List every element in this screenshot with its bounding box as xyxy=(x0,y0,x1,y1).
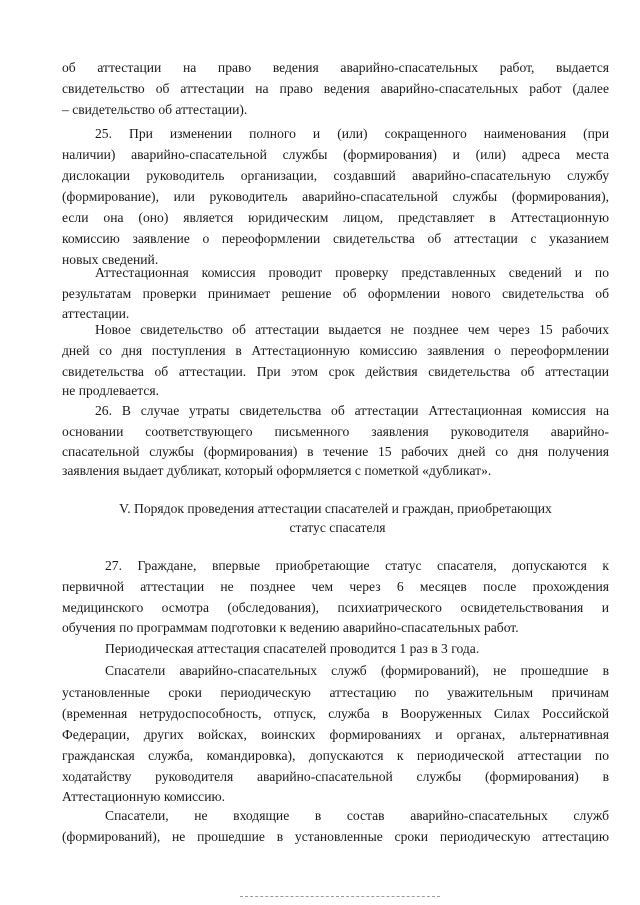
paragraph-line: обучения по программам подготовки к ведению аварийно-спасательных работ. xyxy=(62,620,519,635)
paragraph-line: 27. Граждане, впервые приобретающие статус спасателя, допускаются к xyxy=(105,558,609,573)
paragraph-line: 25. При изменении полного и (или) сокращенного наименования (при xyxy=(95,126,609,141)
paragraph-line: заявления выдает дубликат, который оформляется с пометкой «дубликат». xyxy=(62,463,492,478)
paragraph-line: если она (оно) является юридическим лицом, представляет в Аттестационную xyxy=(62,210,609,225)
paragraph-line: Спасатели, не входящие в состав аварийно-спасательных служб xyxy=(105,808,609,823)
paragraph-line: 26. В случае утраты свидетельства об аттестации Аттестационная комиссия на xyxy=(95,403,609,418)
paragraph-line: (формирование), или руководитель аварийно-спасательной службы (формирования), xyxy=(62,189,609,204)
paragraph-line: Новое свидетельство об аттестации выдается не позднее чем через 15 рабочих xyxy=(95,322,609,337)
paragraph-line: свидетельство об аттестации на право ведения аварийно-спасательных работ (далее xyxy=(62,81,609,96)
paragraph-line: аттестации. xyxy=(62,306,130,321)
paragraph-line: Спасатели аварийно-спасательных служб (формирований), не прошедшие в xyxy=(105,663,609,678)
paragraph-line: спасательной службы (формирования) в течение 15 рабочих дней со дня получения xyxy=(62,444,609,459)
paragraph-line: Периодическая аттестация спасателей проводится 1 раз в 3 года. xyxy=(105,641,480,656)
paragraph-line: Федерации, других войсках, воинских формированиях и органах, альтернативная xyxy=(62,727,609,742)
paragraph-line: об аттестации на право ведения аварийно-спасательных работ, выдается xyxy=(62,60,609,75)
scan-edge-divider xyxy=(240,896,440,898)
section-heading-line: статус спасателя xyxy=(289,520,386,535)
paragraph-line: – свидетельство об аттестации). xyxy=(62,102,248,117)
paragraph-line: основании соответствующего письменного заявления руководителя аварийно- xyxy=(62,424,609,439)
paragraph-line: свидетельства об аттестации. При этом срок действия свидетельства об аттестации xyxy=(62,364,609,379)
paragraph-line: новых сведений. xyxy=(62,252,159,267)
paragraph-line: установленные сроки периодическую аттестацию по уважительным причинам xyxy=(62,685,609,700)
paragraph-line: результатам проверки принимает решение об оформлении нового свидетельства об xyxy=(62,286,609,301)
paragraph-line: комиссию заявление о переоформлении свидетельства об аттестации с указанием xyxy=(62,231,609,246)
paragraph-line: гражданская служба, командировка), допускаются к периодической аттестации по xyxy=(62,748,609,763)
paragraph-line: Аттестационную комиссию. xyxy=(62,789,226,804)
paragraph-line: (временная нетрудоспособность, отпуск, служба в Вооруженных Силах Российской xyxy=(62,706,609,721)
paragraph-line: наличии) аварийно-спасательной службы (формирования) и (или) адреса места xyxy=(62,147,609,162)
paragraph-line: Аттестационная комиссия проводит проверку представленных сведений и по xyxy=(95,265,609,280)
paragraph-line: (формирований), не прошедшие в установленные сроки периодическую аттестацию xyxy=(62,829,609,844)
section-heading-line: V. Порядок проведения аттестации спасателей и граждан, приобретающих xyxy=(119,501,552,516)
paragraph-line: не продлевается. xyxy=(62,383,160,398)
paragraph-line: медицинского осмотра (обследования), психиатрического освидетельствования и xyxy=(62,600,609,615)
paragraph-line: дней со дня поступления в Аттестационную комиссию заявления о переоформлении xyxy=(62,343,609,358)
paragraph-line: ходатайству руководителя аварийно-спасательной службы (формирования) в xyxy=(62,769,609,784)
paragraph-line: первичной аттестации не позднее чем через 6 месяцев после прохождения xyxy=(62,579,609,594)
paragraph-line: дислокации руководитель организации, создавший аварийно-спасательную службу xyxy=(62,168,609,183)
